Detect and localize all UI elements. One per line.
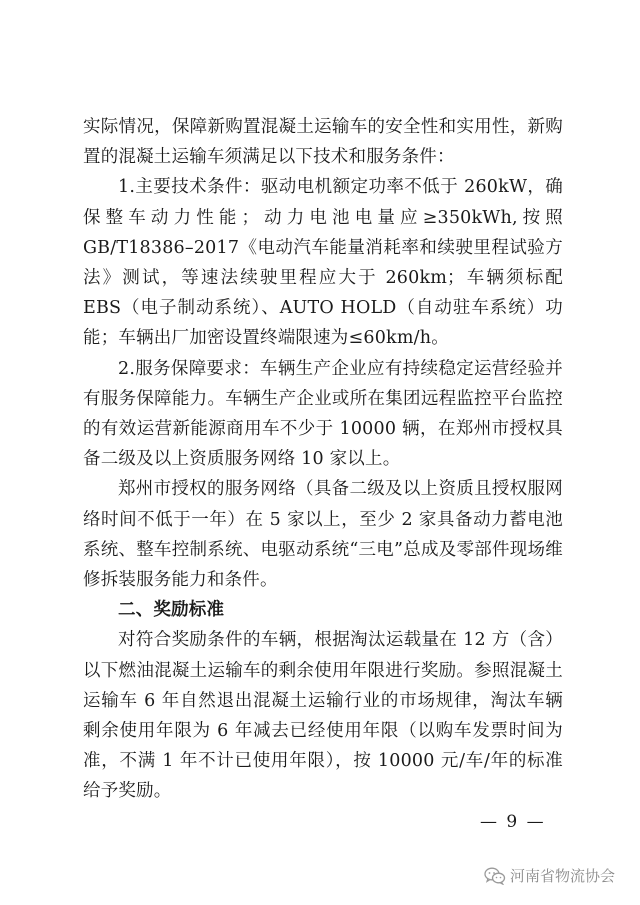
document-body [83,112,563,807]
section-heading-reward-standard: 二、奖励标准 [118,600,225,621]
source-watermark [484,865,615,886]
paragraph-service-requirements: 2.服务保障要求：车辆生产企业应有持续稳定运营经验并有服务保障能力。车辆生产企业或所在集团远程监控平台监控的有效运营新能源商用车不少于 10000 辆，在郑州市授权具备二级及以上资质服务网络 10 家以上。 [83,358,563,470]
paragraph-reward-details: 对符合奖励条件的车辆，根据淘汰运载量在 12 方（含）以下燃油混凝土运输车的剩余使用年限进行奖励。参照混凝土运输车 6 年自然退出混凝土运输行业的市场规律，淘汰车辆剩余使用年限为 6 年减去已经使用年限（以购车发票时间为准，不满 1 年不计已使用年限），按 10000 元/车/年的标准给予奖励。 [83,630,563,802]
paragraph-intro: 实际情况，保障新购置混凝土运输车的安全性和实用性，新购置的混凝土运输车须满足以下技术和服务条件： [83,117,563,168]
paragraph-service-network: 郑州市授权的服务网络（具备二级及以上资质且授权服网络时间不低于一年）在 5 家以上，至少 2 家具备动力蓄电池系统、整车控制系统、电驱动系统“三电”总成及零部件现场维修拆装服务能力和条件。 [83,479,563,591]
watermark-text: 河南省物流协会 [510,867,616,885]
wechat-icon [484,867,506,885]
page-number: — 9 — [480,812,546,832]
paragraph-technical-conditions: 1.主要技术条件：驱动电机额定功率不低于 260kW，确保整车动力性能；动力电池电量应≥350kWh,按照 GB/T18386–2017《电动汽车能量消耗率和续驶里程试验方法》测试，等速法续驶里程应大于 260km；车辆须标配 EBS（电子制动系统）、AUTO HOLD（自动驻车系统）功能；车辆出厂加密设置终端限速为≤60km/h。 [83,177,563,349]
